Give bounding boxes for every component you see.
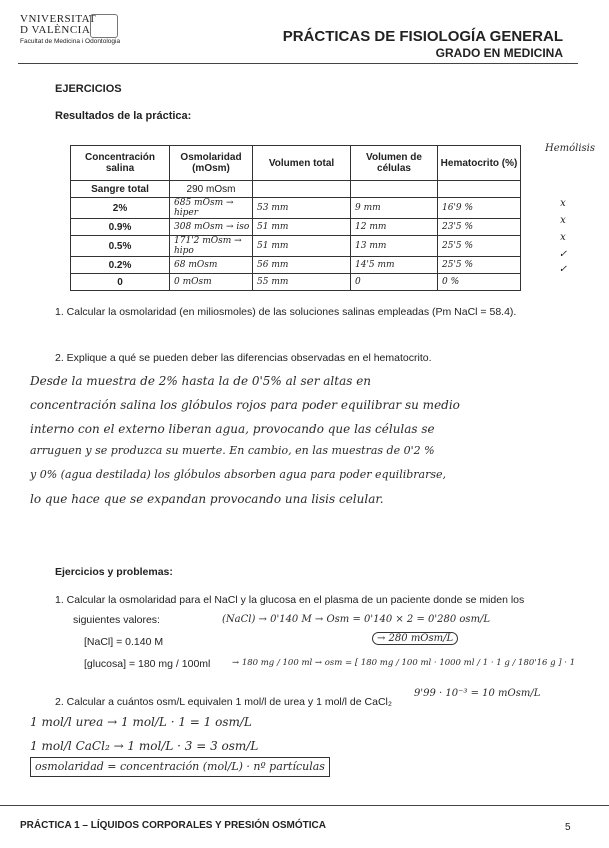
baseline-label: Sangre total: [71, 181, 170, 198]
cell-vol: 55 mm: [253, 274, 351, 291]
hw-glucosa-1: → 180 mg / 100 ml → osm = [ 180 mg / 100 ml · 1000 ml / 1 · 1 g / 180'16 g ] · 1: [232, 658, 576, 668]
hw-urea: 1 mol/l urea → 1 mol/L · 1 = 1 osm/L: [30, 715, 252, 729]
cell-hto: 25'5 %: [438, 257, 521, 274]
cell-vol: 51 mm: [253, 236, 351, 257]
answer-line: Desde la muestra de 2% hasta la de 0'5% al ser altas en: [30, 374, 372, 388]
footer-title: PRÁCTICA 1 – LÍQUIDOS CORPORALES Y PRESIÓN OSMÓTICA: [20, 820, 326, 831]
header-divider: [18, 63, 578, 64]
baseline-value: 290 mOsm: [170, 181, 253, 198]
cell-vol: 51 mm: [253, 219, 351, 236]
cell-osm: 0 mOsm: [170, 274, 253, 291]
cell-hto: 25'5 %: [438, 236, 521, 257]
question-2: 2. Explique a qué se pueden deber las diferencias observadas en el hematocrito.: [55, 352, 432, 364]
logo-line-2: D VALÈNCIA: [20, 24, 91, 36]
cell-osm: 171'2 mOsm → hipo: [170, 236, 253, 257]
table-row: [71, 236, 521, 257]
nacl-value: [NaCl] = 0.140 M: [84, 636, 164, 648]
cell-osm: 68 mOsm: [170, 257, 253, 274]
table-row: [71, 257, 521, 274]
logo-seal-icon: [90, 14, 118, 38]
answer-line: lo que hace que se expandan provocando una lisis celular.: [30, 492, 384, 506]
hemolysis-mark: ✓: [558, 249, 568, 260]
page-number: 5: [565, 822, 571, 833]
answer-line: y 0% (agua destilada) los glóbulos absorben agua para poder equilibrarse,: [30, 468, 446, 481]
answer-line: concentración salina los glóbulos rojos para poder equilibrar su medio: [30, 398, 460, 412]
cell-conc: 0: [71, 274, 170, 291]
problem-2: 2. Calcular a cuántos osm/L equivalen 1 mol/l de urea y 1 mol/l de CaCl₂: [55, 696, 392, 708]
cell-cel: 9 mm: [351, 198, 438, 219]
cell-cel: 12 mm: [351, 219, 438, 236]
col-header-concentracion: Concentración salina: [71, 146, 170, 181]
hw-glucosa-2: 9'99 · 10⁻³ = 10 mOsm/L: [414, 688, 541, 699]
hw-nacl-1: (NaCl) → 0'140 M → Osm = 0'140 × 2 = 0'280 osm/L: [222, 614, 491, 625]
logo-line-3: Facultat de Medicina i Odontologia: [20, 38, 121, 45]
logo-line-1: VNIVERSITAT: [20, 13, 97, 25]
extra-header-hemolisis: Hemólisis: [545, 143, 595, 154]
cell-osm: 308 mOsm → iso: [170, 219, 253, 236]
hemolysis-mark: x: [560, 198, 566, 209]
results-table: [70, 145, 521, 291]
col-header-osmolaridad: Osmolaridad (mOsm): [170, 146, 253, 181]
section-title: EJERCICIOS: [55, 83, 122, 95]
cell-cel: 0: [351, 274, 438, 291]
cell-osm: 685 mOsm → hiper: [170, 198, 253, 219]
university-logo: [20, 14, 120, 45]
answer-line: interno con el externo liberan agua, provocando que las células se: [30, 422, 435, 436]
cell-hto: 0 %: [438, 274, 521, 291]
table-header-row: [71, 146, 521, 181]
cell-conc: 0.2%: [71, 257, 170, 274]
table-row-baseline: [71, 181, 521, 198]
cell-hto: 23'5 %: [438, 219, 521, 236]
cell-conc: 0.9%: [71, 219, 170, 236]
hw-formula: osmolaridad = concentración (mol/L) · nº partículas: [30, 757, 330, 777]
hemolysis-mark: x: [560, 232, 566, 243]
cell-cel: 14'5 mm: [351, 257, 438, 274]
results-title: Resultados de la práctica:: [55, 110, 192, 122]
cell-hto: 16'9 %: [438, 198, 521, 219]
glucosa-value: [glucosa] = 180 mg / 100ml: [84, 658, 211, 670]
page-subtitle: GRADO EN MEDICINA: [435, 46, 563, 60]
problem-1-line-1: 1. Calcular la osmolaridad para el NaCl y la glucosa en el plasma de un paciente donde se miden los: [55, 594, 525, 606]
cell-vol: 53 mm: [253, 198, 351, 219]
table-row: [71, 219, 521, 236]
hw-nacl-2: → 280 mOsm/L: [372, 632, 458, 645]
footer-divider: [0, 805, 609, 806]
hemolysis-mark: x: [560, 215, 566, 226]
page-title: PRÁCTICAS DE FISIOLOGÍA GENERAL: [282, 28, 563, 45]
cell-conc: 2%: [71, 198, 170, 219]
cell-vol: 56 mm: [253, 257, 351, 274]
hw-cacl2: 1 mol/l CaCl₂ → 1 mol/L · 3 = 3 osm/L: [30, 739, 259, 753]
table-row: [71, 198, 521, 219]
cell-cel: 13 mm: [351, 236, 438, 257]
table-row: [71, 274, 521, 291]
question-1: 1. Calcular la osmolaridad (en miliosmoles) de las soluciones salinas empleadas (Pm NaCl = 58.4).: [55, 306, 517, 318]
cell-conc: 0.5%: [71, 236, 170, 257]
col-header-volumen-total: Volumen total: [253, 146, 351, 181]
problem-1-line-2: siguientes valores:: [73, 614, 160, 626]
problems-title: Ejercicios y problemas:: [55, 566, 173, 578]
col-header-hematocrito: Hematocrito (%): [438, 146, 521, 181]
hemolysis-mark: ✓: [558, 264, 568, 275]
answer-line: arruguen y se produzca su muerte. En cambio, en las muestras de 0'2 %: [30, 444, 435, 457]
answer-2: [30, 372, 460, 508]
col-header-volumen-celulas: Volumen de células: [351, 146, 438, 181]
